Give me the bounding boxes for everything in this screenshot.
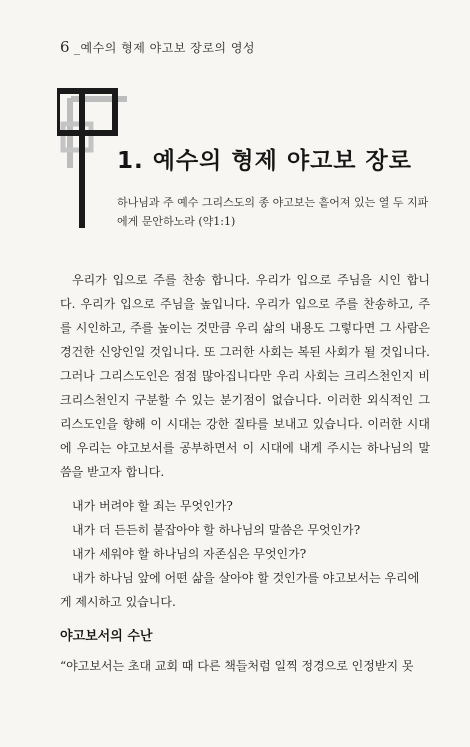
question-line: 내가 세워야 할 하나님의 자존심은 무엇인가? [72, 547, 307, 561]
paragraph-line: “야고보서는 초대 교회 때 다른 책들처럼 일찍 정경으로 인정받지 못 [60, 659, 414, 673]
section-first-line [60, 654, 430, 678]
running-header [60, 38, 255, 56]
paragraph-line: 리스도인을 향해 이 시대는 강한 질타를 보내고 있습니다. 이러한 시대 [60, 417, 430, 431]
epigraph-line: 에게 문안하노라 (약1:1) [117, 215, 236, 228]
running-title: _예수의 형제 야고보 장로의 영성 [74, 41, 256, 55]
paragraph-line: 우리가 입으로 주를 찬송 합니다. 우리가 입으로 주님을 시인 합니 [72, 273, 430, 287]
paragraph-line: 를 시인하고, 주를 높이는 것만큼 우리 삶의 내용도 그렇다면 그 사람은 [60, 321, 430, 335]
paragraph-line: 크리스천인지 구분할 수 있는 분기점이 없습니다. 이러한 외식적인 그 [60, 393, 430, 407]
epigraph-line: 하나님과 주 예수 그리스도의 종 야고보는 흩어져 있는 열 두 지파 [117, 196, 429, 209]
question-line: 내가 하나님 앞에 어떤 삶을 살아야 할 것인가를 야고보서는 우리에 [72, 571, 420, 585]
question-line: 게 제시하고 있습니다. [60, 595, 176, 609]
paragraph-line: 에 우리는 야고보서를 공부하면서 이 시대에 내게 주시는 하나님의 말 [60, 441, 430, 455]
page-number: 6 [60, 38, 71, 56]
paragraph-line: 그러나 그리스도인은 점점 많아집니다만 우리 사회는 크리스천인지 비 [60, 369, 430, 383]
question-line: 내가 버려야 할 죄는 무엇인가? [72, 499, 233, 513]
section-heading: 야고보서의 수난 [60, 629, 153, 644]
chapter-title: 1. 예수의 형제 야고보 장로 [117, 148, 412, 174]
paragraph-line: 다. 우리가 입으로 주님을 높입니다. 우리가 입으로 주를 찬송하고, 주 [60, 297, 430, 311]
question-line: 내가 더 든든히 붙잡아야 할 하나님의 말씀은 무엇인가? [72, 523, 361, 537]
paragraph-line: 경건한 신앙인일 것입니다. 또 그러한 사회는 복된 사회가 될 것입니다. [60, 345, 430, 359]
questions-list [60, 494, 430, 614]
intro-paragraph [60, 268, 430, 484]
epigraph [117, 193, 427, 231]
paragraph-line: 씀을 받고자 합니다. [60, 465, 165, 479]
